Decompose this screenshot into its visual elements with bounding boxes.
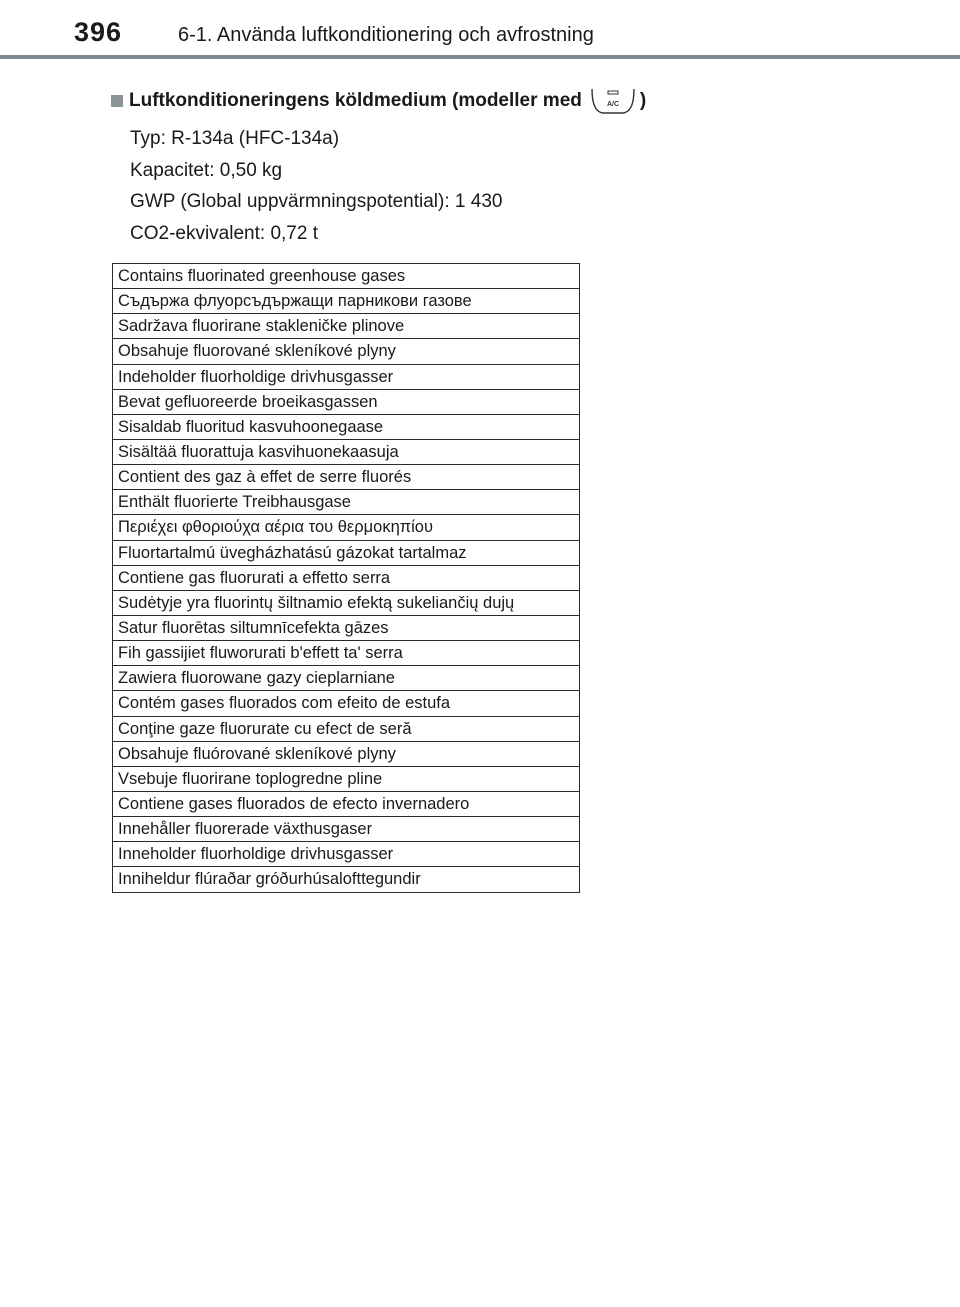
table-row bbox=[113, 339, 580, 364]
spec-capacity: Kapacitet: 0,50 kg bbox=[130, 159, 283, 181]
table-cell: Περιέχει φθοριούχα αέρια του θερμοκηπίου bbox=[113, 515, 580, 540]
table-row bbox=[113, 867, 580, 892]
table-row bbox=[113, 565, 580, 590]
chapter-title: 6-1. Använda luftkonditionering och avfrostning bbox=[178, 24, 594, 46]
table-cell: Sisältää fluorattuja kasvihuonekaasuja bbox=[113, 439, 580, 464]
table-row bbox=[113, 364, 580, 389]
table-row bbox=[113, 791, 580, 816]
table-row bbox=[113, 590, 580, 615]
table-row bbox=[113, 766, 580, 791]
section-bullet-icon bbox=[111, 95, 123, 107]
table-cell: Conţine gaze fluorurate cu efect de seră bbox=[113, 716, 580, 741]
table-cell: Satur fluorētas siltumnīcefekta gāzes bbox=[113, 615, 580, 640]
table-cell: Inniheldur flúraðar gróðurhúsalofttegundir bbox=[113, 867, 580, 892]
header-divider bbox=[0, 55, 960, 59]
fluorinated-gas-table bbox=[112, 263, 580, 893]
table-row bbox=[113, 490, 580, 515]
table-row bbox=[113, 465, 580, 490]
table-row bbox=[113, 691, 580, 716]
section-heading bbox=[111, 87, 646, 115]
table-row bbox=[113, 264, 580, 289]
table-cell: Съдържа флуорсъдържащи парникови газове bbox=[113, 289, 580, 314]
table-cell: Contient des gaz à effet de serre fluorés bbox=[113, 465, 580, 490]
table-cell: Sisaldab fluoritud kasvuhoonegaase bbox=[113, 414, 580, 439]
table-cell: Sadržava fluorirane stakleničke plinove bbox=[113, 314, 580, 339]
table-cell: Bevat gefluoreerde broeikasgassen bbox=[113, 389, 580, 414]
ac-button-label: A/C bbox=[606, 101, 619, 108]
ac-button-icon bbox=[590, 87, 636, 115]
table-row bbox=[113, 615, 580, 640]
spec-co2-equivalent: CO2-ekvivalent: 0,72 t bbox=[130, 222, 318, 244]
table-row bbox=[113, 741, 580, 766]
table-row bbox=[113, 540, 580, 565]
table-row bbox=[113, 817, 580, 842]
table-cell: Inneholder fluorholdige drivhusgasser bbox=[113, 842, 580, 867]
spec-type: Typ: R-134a (HFC-134a) bbox=[130, 128, 340, 149]
page-number: 396 bbox=[74, 17, 123, 47]
spec-gwp: GWP (Global uppvärmningspotential): 1 430 bbox=[130, 191, 503, 212]
table-cell: Zawiera fluorowane gazy cieplarniane bbox=[113, 666, 580, 691]
refrigerant-specs bbox=[130, 123, 502, 249]
table-row bbox=[113, 314, 580, 339]
table-row bbox=[113, 289, 580, 314]
table-cell: Vsebuje fluorirane toplogredne pline bbox=[113, 766, 580, 791]
section-heading-close: ) bbox=[639, 90, 647, 111]
table-cell: Indeholder fluorholdige drivhusgasser bbox=[113, 364, 580, 389]
section-heading-text: Luftkonditioneringens köldmedium (modeller med bbox=[129, 90, 582, 111]
table-cell: Sudėtyje yra fluorintų šiltnamio efektą sukeliančių dujų bbox=[113, 590, 580, 615]
table-cell: Contém gases fluorados com efeito de estufa bbox=[113, 691, 580, 716]
table-row bbox=[113, 439, 580, 464]
table-cell: Contains fluorinated greenhouse gases bbox=[113, 264, 580, 289]
table-row bbox=[113, 716, 580, 741]
table-cell: Obsahuje fluórované skleníkové plyny bbox=[113, 741, 580, 766]
table-row bbox=[113, 641, 580, 666]
table-cell: Enthält fluorierte Treibhausgase bbox=[113, 490, 580, 515]
table-cell: Fih gassijiet fluworurati b'effett ta' serra bbox=[113, 641, 580, 666]
table-cell: Contiene gas fluorurati a effetto serra bbox=[113, 565, 580, 590]
table-cell: Contiene gases fluorados de efecto invernadero bbox=[113, 791, 580, 816]
table-cell: Innehåller fluorerade växthusgaser bbox=[113, 817, 580, 842]
table-cell: Fluortartalmú üvegházhatású gázokat tartalmaz bbox=[113, 540, 580, 565]
table-row bbox=[113, 389, 580, 414]
table-cell: Obsahuje fluorované skleníkové plyny bbox=[113, 339, 580, 364]
table-row bbox=[113, 414, 580, 439]
table-row bbox=[113, 666, 580, 691]
table-row bbox=[113, 515, 580, 540]
table-row bbox=[113, 842, 580, 867]
